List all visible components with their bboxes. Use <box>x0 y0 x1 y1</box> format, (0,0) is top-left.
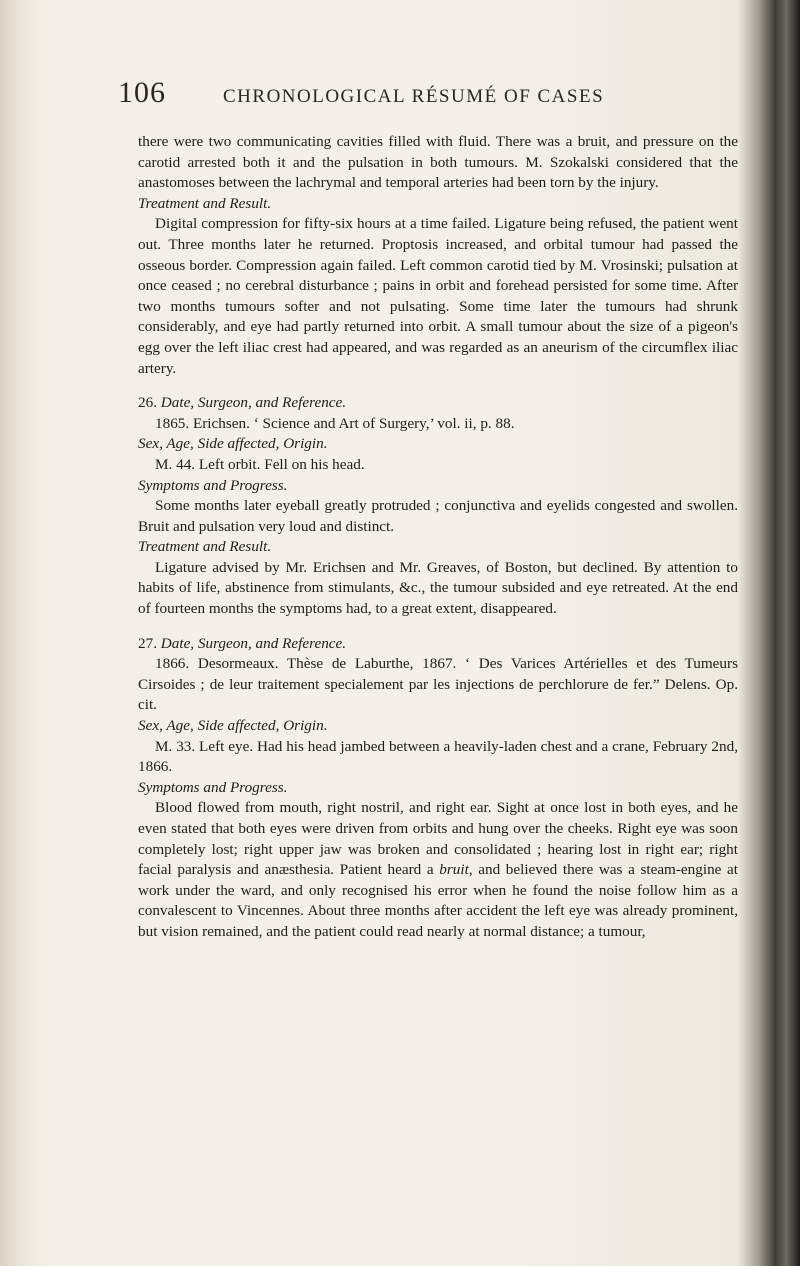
intro-paragraph: there were two communicating cavities filled with fluid. There was a bruit, and pressure on the carotid arrested both it and the pulsation in both tumours. M. Szokalski considered that the anastomoses between the lachrymal and temporal arteries had been torn by the injury. <box>138 133 738 192</box>
case-27-reference: 1866. Desormeaux. Thèse de Laburthe, 1867. ‘ Des Varices Artérielles et des Tumeurs Cirsoides ; de leur traitement specialement par les injections de perchlorure de fer.” Delens. Op. cit. <box>138 655 738 714</box>
case-27-sex-heading: Sex, Age, Side affected, Origin. <box>138 717 328 735</box>
case-27-sex-text: M. 33. Left eye. Had his head jambed between a heavily-laden chest and a crane, February 2nd, 1866. <box>138 737 738 776</box>
case-26-treatment-heading: Treatment and Result. <box>138 538 272 556</box>
case-27-symptoms-text <box>138 798 738 942</box>
running-head <box>118 76 758 116</box>
running-title: CHRONOLOGICAL RÉSUMÉ OF CASES <box>223 86 605 107</box>
case-26-sex-text: M. 44. Left orbit. Fell on his head. <box>155 455 365 473</box>
page-edge-shadow <box>738 0 800 1266</box>
case-26 <box>138 393 738 620</box>
case-26-symptoms-text: Some months later eyeball greatly protruded ; conjunctiva and eyelids congested and swollen. Bruit and pulsation very loud and distinct. <box>138 497 738 535</box>
intro-treatment-heading: Treatment and Result. <box>138 194 272 212</box>
case-26-number: 26. <box>138 394 157 412</box>
case-27-symptoms-text-b: , and believed there was a steam-engine at work under the ward, and only recognised his error when he found the noise follow him as a convalescent to Vincennes. About three months after accident the left eye was already prominent, but vision remained, and the patient could read nearly at normal distance; a tumour, <box>138 861 738 940</box>
case-27-heading-text: Date, Surgeon, and Reference. <box>160 634 347 652</box>
case-27-number: 27. <box>138 634 157 652</box>
case-27-heading <box>138 634 738 655</box>
page-body <box>138 132 738 943</box>
page-number: 106 <box>118 76 166 109</box>
case-27-symptoms-heading: Symptoms and Progress. <box>138 778 288 796</box>
case-27-symptoms-bruit: bruit <box>439 861 469 879</box>
page-gutter-shadow <box>0 0 38 1266</box>
case-26-heading-text: Date, Surgeon, and Reference. <box>160 394 347 412</box>
case-26-treatment-text: Ligature advised by Mr. Erichsen and Mr. Greaves, of Boston, but declined. By attention to habits of life, abstinence from stimulants, &c., the tumour subsided and eye retreated. At the end of fourteen months the symptoms had, to a great extent, disappeared. <box>138 558 738 618</box>
case-26-reference: 1865. Erichsen. ‘ Science and Art of Surgery,’ vol. ii, p. 88. <box>155 414 515 432</box>
case-26-symptoms-heading: Symptoms and Progress. <box>138 476 288 494</box>
case-26-heading <box>138 393 738 414</box>
intro-treatment-text: Digital compression for fifty-six hours at a time failed. Ligature being refused, the patient went out. Three months later he returned. Proptosis increased, and orbital tumour had passed the osseous border. Compression again failed. Left common carotid tied by M. Vrosinski; pulsation at once ceased ; no cerebral disturbance ; pains in orbit and forehead persisted for some time. After two months tumours softer and not pulsating. Some time later the tumours had shrunk considerably, and eye had partly returned into orbit. A small tumour about the size of a pigeon's egg over the left iliac crest had appeared, and was regarded as an aneurism of the circumflex iliac artery. <box>138 215 738 377</box>
case-26-sex-heading: Sex, Age, Side affected, Origin. <box>138 435 328 453</box>
case-27 <box>138 634 738 943</box>
case-27-symptoms-text-a: Blood flowed from mouth, right nostril, and right ear. Sight at once lost in both eyes, and he even stated that both eyes were driven from orbits and hung over the cheeks. Right eye was soon completely lost; right upper jaw was broken and consolidated ; hearing lost in right ear; right facial paralysis and anæsthesia. Patient heard a <box>138 799 738 879</box>
